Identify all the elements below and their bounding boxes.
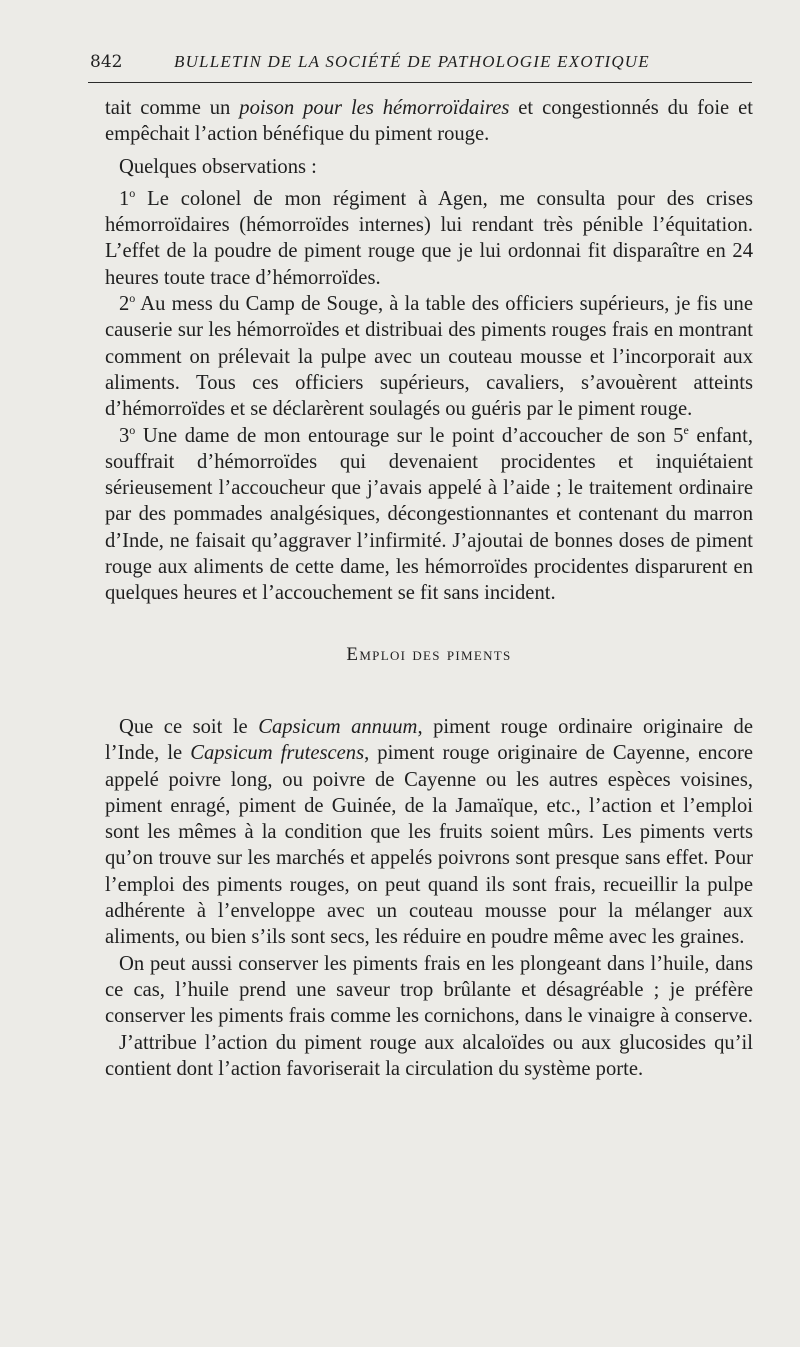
running-title: BULLETIN DE LA SOCIÉTÉ DE PATHOLOGIE EXOTIQUE (174, 52, 650, 71)
page-number: 842 (90, 52, 123, 72)
observation-2: 2$^o$ Au mess du Camp de Souge, à la table des officiers supérieurs, je fis une causerie sur les hémorroïdes et distribuai des piments rouges frais en montrant comment on prélevait la pulpe avec un couteau mousse et l’incorporait aux aliments. Tous ces officiers supérieurs, cavaliers, s’avouèrent atteints d’hémorroïdes et se déclarèrent soulagés ou guéris par le piment rouge. (105, 291, 753, 421)
header-rule (88, 82, 752, 83)
paragraph: tait comme un poison pour les hémorroïdaires et congestionnés du foie et empêchait l’action bénéfique du piment rouge. (105, 97, 753, 146)
observation-3: 3$^o$ Une dame de mon entourage sur le point d’accoucher de son 5e enfant, souffrait d’hémorroïdes qui devenaient procidentes et inquiétaient sérieusement l’accoucheur que j’avais appelé à l’aide ; le traitement ordinaire par des pommades analgésiques, décongestionnantes et contenant du marron d’Inde, ne faisait qu’aggraver l’infirmité. J’ajoutai de bonnes doses de piment rouge aux aliments de cette dame, les hémorroïdes procidentes disparurent en quelques heures et l’accouchement se fit sans incident. (105, 422, 753, 605)
paragraph: Quelques observations : (119, 155, 317, 178)
observation-1: 1$^o$ Le colonel de mon régiment à Agen, me consulta pour des crises hémorroïdaires (hémorroïdes internes) lui rendant très pénible l’équitation. L’effet de la poudre de piment rouge que je lui ordonnai fit disparaître en 24 heures toute trace d’hémorroïdes. (105, 186, 753, 289)
paragraph: J’attribue l’action du piment rouge aux alcaloïdes ou aux glucosides qu’il contient dont l’action favoriserait la circulation du système porte. (105, 1031, 753, 1080)
body-text (105, 95, 753, 1082)
section-heading: Emploi des piments (346, 643, 512, 665)
paragraph: On peut aussi conserver les piments frais en les plongeant dans l’huile, dans ce cas, l’huile prend une saveur trop brûlante et désagréable ; je préfère conserver les piments frais comme les cornichons, dans le vinaigre à conserve. (105, 952, 753, 1028)
paragraph: Que ce soit le Capsicum annuum, piment rouge ordinaire originaire de l’Inde, le Capsicum frutescens, piment rouge originaire de Cayenne, encore appelé poivre long, ou poivre de Cayenne ou les autres espèces voisines, piment enragé, piment de Guinée, de la Jamaïque, etc., l’action et l’emploi sont les mêmes à la condition que les fruits soient mûrs. Les piments verts qu’on trouve sur les marchés et appelés poivrons sont presque sans effet. Pour l’emploi des piments rouges, on peut quand ils sont frais, recueillir la pulpe adhérente à l’enveloppe avec un couteau mousse pour la mélanger aux aliments, ou bien s’ils sont secs, les réduire en poudre même avec les graines. (105, 715, 754, 949)
